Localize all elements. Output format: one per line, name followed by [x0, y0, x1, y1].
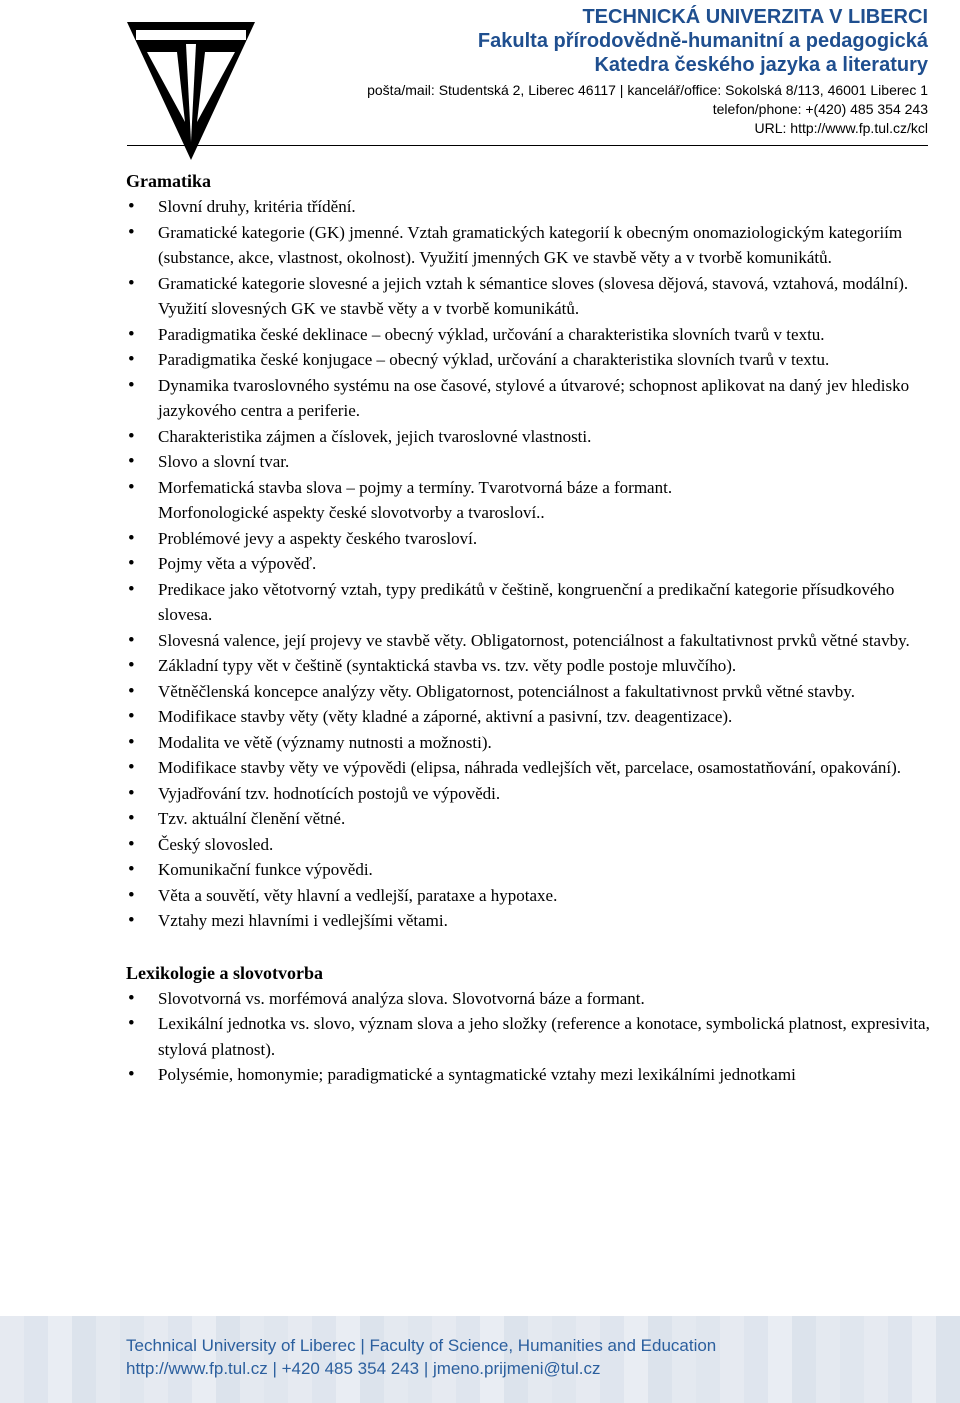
list-item [126, 449, 932, 475]
list-item-text: • Slovotvorná vs. morfémová analýza slova. Slovotvorná báze a formant. [158, 988, 645, 1008]
footer-bg-tile [720, 1316, 744, 1403]
list-item-text: • Modifikace stavby věty (věty kladné a záporné, aktivní a pasivní, tzv. deagentizace). [158, 707, 733, 726]
list-item [126, 271, 932, 322]
list-item [126, 755, 932, 781]
footer-bg-tile [816, 1316, 840, 1403]
list-item [126, 1062, 932, 1088]
department-name: Katedra českého jazyka a literatury [594, 54, 928, 76]
list-item-text: • Větněčlenská koncepce analýzy věty. Obligatornost, potenciálnost a fakultativnost prvků větné stavby. [158, 681, 855, 701]
list-item-text: • Problémové jevy a aspekty českého tvarosloví. [158, 528, 478, 548]
list-item-text: • Lexikální jednotka vs. slovo, význam slova a jeho složky (reference a konotace, symbolická platnost, expresivita, stylová platnost). [158, 1014, 930, 1059]
list-item-text: • Predikace jako větotvorný vztah, typy predikátů v češtině, kongruenční a predikační kategorie přísudkového slovesa. [158, 579, 895, 624]
list-item-text: • Vztahy mezi hlavními i vedlejšími větami. [158, 911, 448, 930]
footer-bg-tile [912, 1316, 936, 1403]
section-title: Gramatika [126, 171, 211, 191]
footer-bg-tile [792, 1316, 816, 1403]
list-item-text: • Paradigmatika české konjugace – obecný výklad, určování a charakteristika slovních tvarů v textu. [158, 350, 830, 369]
footer-bg-tile [96, 1316, 120, 1403]
footer-bg-tile [24, 1316, 48, 1403]
list-item-text: • Paradigmatika české deklinace – obecný výklad, určování a charakteristika slovních tvarů v textu. [158, 324, 825, 344]
list-item [126, 806, 932, 832]
footer-bg-tile [936, 1316, 960, 1403]
letterhead-text [367, 5, 928, 138]
list-item-text: • Komunikační funkce výpovědi. [158, 860, 373, 879]
phone-number: telefon/phone: +(420) 485 354 243 [712, 101, 928, 117]
list-item [126, 220, 932, 271]
section-spacer [126, 934, 932, 960]
list-item [126, 373, 932, 424]
footer-institution: Technical University of Liberec | Faculty of Science, Humanities and Education [126, 1336, 717, 1355]
footer-bg-tile [840, 1316, 864, 1403]
letterhead [0, 0, 960, 160]
footer-bg-tile [0, 1316, 24, 1403]
list-item-text: • Základní typy vět v češtině (syntaktická stavba vs. tzv. věty podle postoje mluvčího). [158, 656, 737, 675]
list-item [126, 857, 932, 883]
list-item [126, 424, 932, 450]
faculty-name: Fakulta přírodovědně-humanitní a pedagogická [477, 30, 928, 52]
list-item [126, 1011, 932, 1062]
list-item-text: • Tzv. aktuální členění větné. [158, 809, 346, 828]
list-item-text: • Věta a souvětí, věty hlavní a vedlejší, parataxe a hypotaxe. [158, 885, 558, 905]
list-item [126, 322, 932, 348]
list-item [126, 781, 932, 807]
list-item [126, 347, 932, 373]
list-item [126, 475, 932, 526]
footer-bg-tile [48, 1316, 72, 1403]
website-url[interactable]: URL: http://www.fp.tul.cz/kcl [754, 120, 928, 136]
list-item [126, 679, 932, 705]
list-item-text: • Dynamika tvaroslovného systému na ose časové, stylové a útvarové; schopnost aplikovat na daný jev hledisko jazykového centra a periferie. [158, 375, 910, 420]
list-item [126, 908, 932, 934]
grammar-topic-list [126, 194, 932, 934]
list-item-text: • Gramatické kategorie slovesné a jejich vztah k sémantice sloves (slovesa dějová, stavová, vztahová, modální). Využití slovesných GK ve stavbě věty a v tvorbě komunikátů. [158, 273, 909, 318]
footer-bg-tile [744, 1316, 768, 1403]
list-item [126, 526, 932, 552]
list-item-text: • Polysémie, homonymie; paradigmatické a syntagmatické vztahy mezi lexikálními jednotkami [158, 1065, 796, 1084]
list-item-text: • Modifikace stavby věty ve výpovědi (elipsa, náhrada vedlejších vět, parcelace, osamostatňování, opakování). [158, 758, 902, 777]
list-item-text: • Slovesná valence, její projevy ve stavbě věty. Obligatornost, potenciálnost a fakultativnost prvků větné stavby. [158, 630, 910, 650]
list-item-text: • Slovo a slovní tvar. [158, 452, 290, 471]
header-divider [127, 145, 928, 146]
section-lexicology [126, 960, 932, 1088]
syllabus-content [126, 168, 932, 1088]
list-item [126, 832, 932, 858]
list-item [126, 730, 932, 756]
list-item-text: • Gramatické kategorie (GK) jmenné. Vztah gramatických kategorií k obecným onomaziologickým kategoriím (substance, akce, vlastnost, okolnost). Využití jmenných GK ve stavbě věty a v tvorbě komunikátů. [158, 222, 903, 267]
list-item-text: • Charakteristika zájmen a číslovek, jejich tvaroslovné vlastnosti. [158, 426, 592, 446]
lexicology-topic-list [126, 986, 932, 1088]
section-title: Lexikologie a slovotvorba [126, 962, 323, 983]
footer-bg-tile [768, 1316, 792, 1403]
list-item-text: • Pojmy věta a výpověď. [158, 554, 317, 573]
footer-bg-tile [888, 1316, 912, 1403]
list-item-text: • Slovní druhy, kritéria třídění. [158, 197, 356, 216]
list-item-text: Morfonologické aspekty české slovotvorby a tvarosloví.. [158, 503, 545, 522]
footer-contacts: http://www.fp.tul.cz | +420 485 354 243 | jmeno.prijmeni@tul.cz [126, 1359, 601, 1378]
university-name: TECHNICKÁ UNIVERZITA V LIBERCI [582, 6, 928, 28]
list-item-text: • Vyjadřování tzv. hodnotících postojů ve výpovědi. [158, 783, 501, 803]
footer-bg-tile [72, 1316, 96, 1403]
page-footer [0, 1316, 960, 1403]
list-item [126, 704, 932, 730]
list-item [126, 883, 932, 909]
postal-address: pošta/mail: Studentská 2, Liberec 46117 | kancelář/office: Sokolská 8/113, 46001 Liberec 1 [367, 82, 928, 98]
list-item [126, 551, 932, 577]
list-item [126, 653, 932, 679]
list-item-text: • Modalita ve větě (významy nutnosti a možnosti). [158, 732, 492, 752]
list-item [126, 628, 932, 654]
footer-bg-tile [864, 1316, 888, 1403]
list-item-text: • Morfematická stavba slova – pojmy a termíny. Tvarotvorná báze a formant. [158, 477, 673, 497]
list-item [126, 986, 932, 1012]
footer-text [126, 1334, 716, 1380]
list-item [126, 577, 932, 628]
list-item [126, 194, 932, 220]
list-item-text: • Český slovosled. [158, 834, 274, 854]
section-grammar [126, 168, 932, 934]
university-logo-icon [127, 22, 255, 160]
